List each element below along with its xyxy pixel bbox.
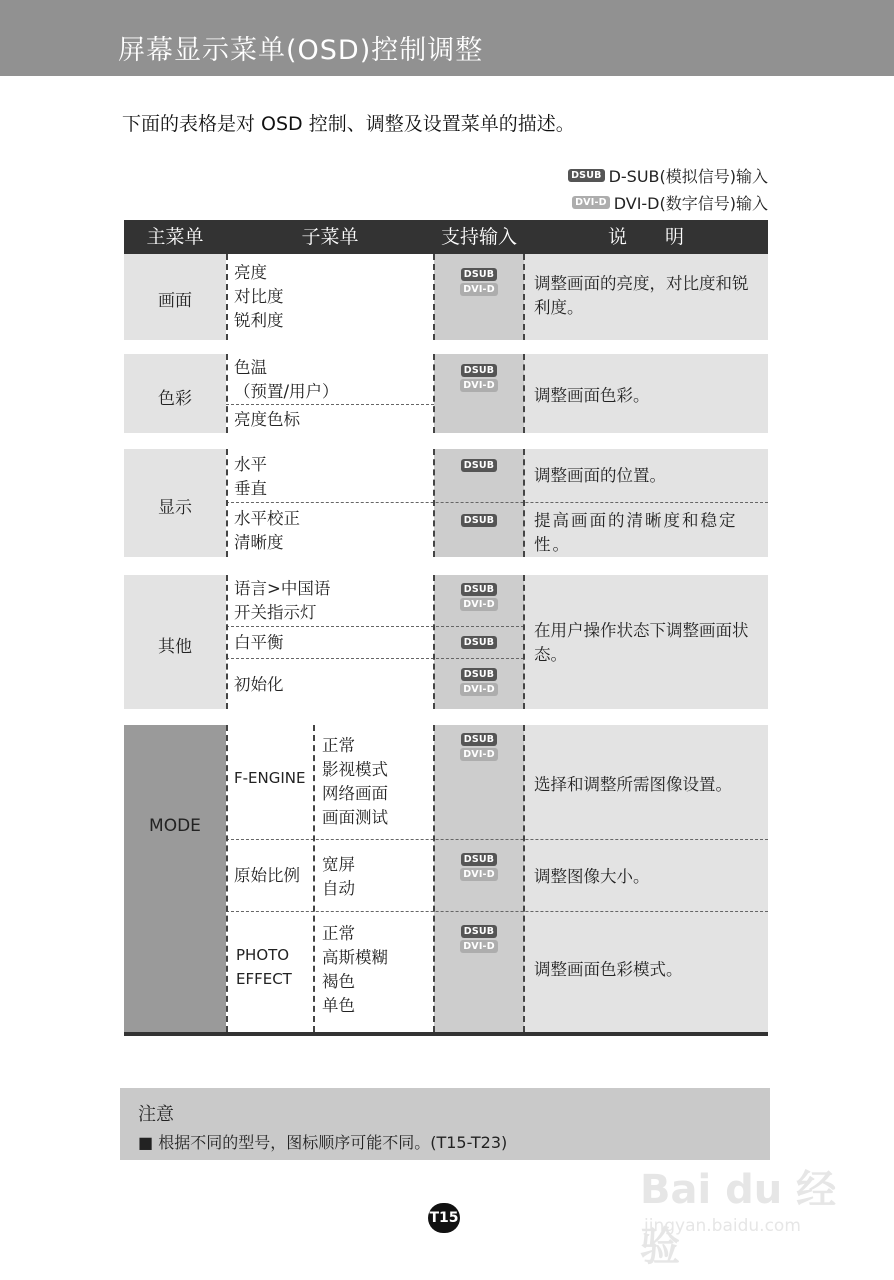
dvi-badge-icon: DVI-D [460,283,498,296]
dsub-badge-icon: DSUB [461,364,497,377]
intro-text: 下面的表格是对 OSD 控制、调整及设置菜单的描述。 [122,113,575,135]
sub-menu-items: 正常 影视模式 网络画面 画面测试 [322,736,388,827]
dsub-badge-icon: DSUB [461,514,497,527]
input-badges [434,364,524,392]
main-menu-label: 画面 [158,291,192,311]
dvi-badge-icon: DVI-D [460,748,498,761]
note-text: ■ 根据不同的型号，图标顺序可能不同。(T15-T23) [138,1133,508,1152]
main-menu-label: 显示 [158,498,192,518]
sub-menu-label: PHOTO EFFECT [236,946,292,988]
page-number: T15 [428,1203,460,1233]
sub-menu-items: 水平 垂直 [234,455,267,498]
sub-menu-items: 色温 （预置/用户） [234,358,339,401]
header-description: 说 明 [607,226,684,248]
input-badges [434,668,524,696]
group-display [124,449,768,557]
dsub-badge-icon: DSUB [461,636,497,649]
dvi-badge-icon: DVI-D [460,379,498,392]
input-badges [434,733,524,761]
header-main-menu: 主菜单 [146,226,204,248]
group-other [124,575,768,709]
main-menu-label: 其他 [158,637,192,657]
sub-menu-items: 亮度色标 [234,410,300,429]
dvi-badge-icon: DVI-D [460,683,498,696]
dsub-badge-icon: DSUB [461,668,497,681]
sub-menu-label: 原始比例 [234,866,300,885]
sub-menu-items: 初始化 [234,675,284,694]
main-menu-label: MODE [149,816,201,836]
input-badges [434,514,524,527]
group-color [124,354,768,433]
dsub-badge-icon: DSUB [461,733,497,746]
dvi-badge-icon: DVI-D [460,598,498,611]
header-input: 支持输入 [440,226,517,248]
description: 在用户操作状态下调整画面状态。 [534,621,749,664]
sub-menu-items: 水平校正 清晰度 [234,509,300,552]
dsub-badge-icon: DSUB [461,268,497,281]
sub-menu-items: 白平衡 [234,633,284,652]
note-title: 注意 [138,1104,174,1125]
dsub-badge-icon: DSUB [461,583,497,596]
legend-dvi [572,191,768,214]
input-badges [434,925,524,953]
sub-menu-label: F-ENGINE [234,769,306,787]
dsub-badge-icon: DSUB [461,853,497,866]
dvi-badge-icon: DVI-D [460,940,498,953]
sub-menu-items: 宽屏 自动 [322,855,355,898]
sub-menu-items: 正常 高斯模糊 褐色 单色 [322,924,388,1015]
header-sub-menu: 子菜单 [301,226,359,248]
note-box [120,1088,770,1160]
dvi-badge-icon: DVI-D [460,868,498,881]
main-menu-label: 色彩 [158,389,192,409]
header-bar [0,0,894,76]
description: 调整画面的位置。 [534,466,666,485]
description: 调整画面色彩。 [534,386,650,405]
input-badges [434,583,524,611]
legend-dsub-text: D-SUB(模拟信号)输入 [608,167,768,186]
dvi-badge-icon: DVI-D [572,196,610,209]
description: 选择和调整所需图像设置。 [534,775,732,794]
sub-menu-items: 语言>中国语 开关指示灯 [234,579,331,622]
description: 调整图像大小。 [534,867,650,886]
page-title: 屏幕显示菜单(OSD)控制调整 [118,35,484,66]
table-header [124,220,768,254]
dsub-badge-icon: DSUB [461,459,497,472]
description: 调整画面的亮度，对比度和锐利度。 [534,274,749,317]
table-bottom-rule [124,1032,768,1036]
dsub-badge-icon: DSUB [568,169,604,182]
watermark-brand: Bai du 经验 [640,1167,837,1270]
legend-dvi-text: DVI-D(数字信号)输入 [613,194,768,213]
legend-dsub [568,164,768,187]
description: 调整画面色彩模式。 [534,960,683,979]
input-badges [434,853,524,881]
description: 提高画面的清晰度和稳定性。 [534,511,738,554]
watermark-url: jingyan.baidu.com [644,1216,801,1236]
baidu-watermark [640,1158,850,1270]
group-mode [124,725,768,1032]
input-badges [434,636,524,649]
dsub-badge-icon: DSUB [461,925,497,938]
input-badges [434,459,524,472]
input-badges [434,268,524,296]
sub-menu-items: 亮度 对比度 锐利度 [234,263,284,330]
group-picture [124,254,768,340]
